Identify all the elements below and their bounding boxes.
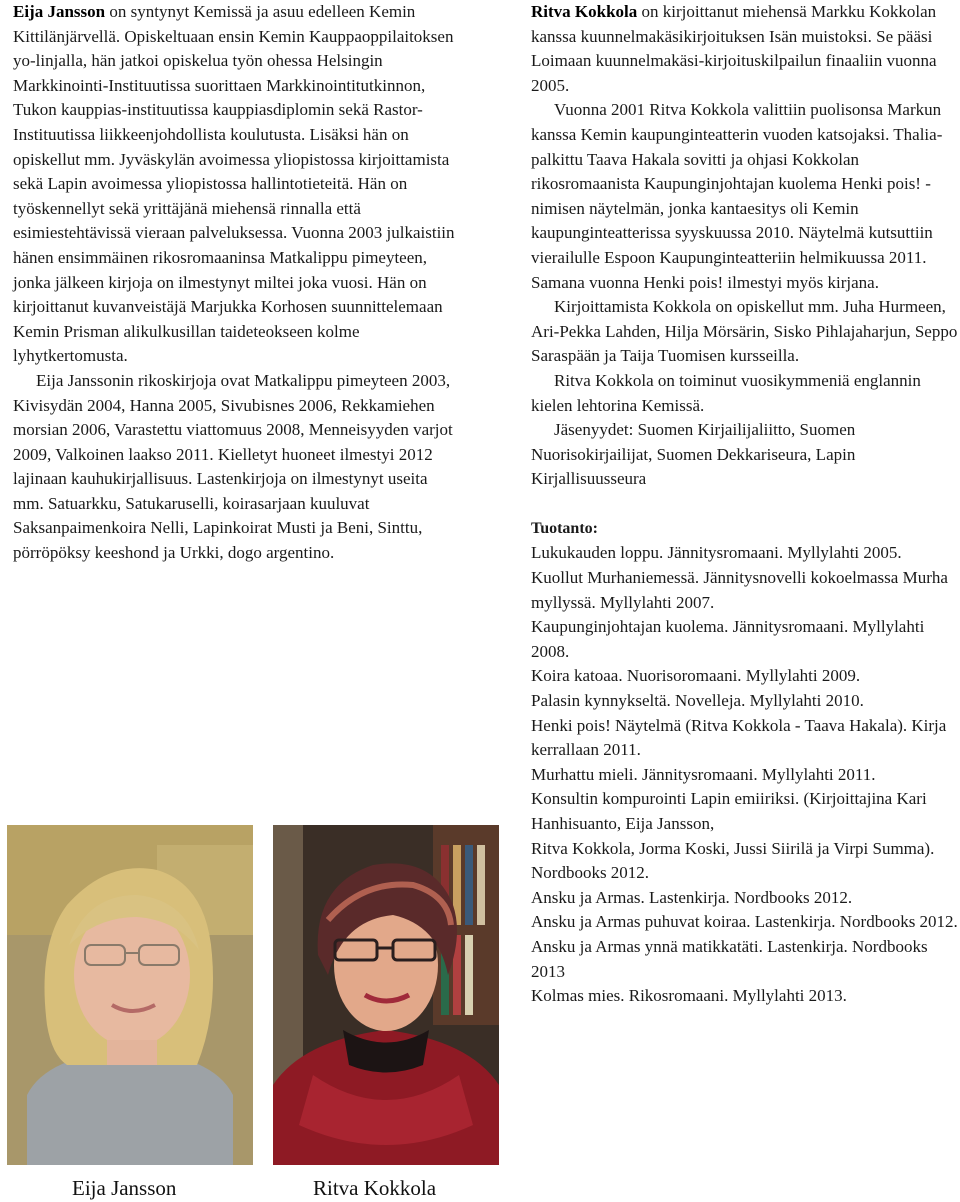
bio-paragraph-kokkola-2: Vuonna 2001 Ritva Kokkola valittiin puolisonsa Markun kanssa Kemin kaupunginteatterin vuoden katsojaksi. Thalia-palkittu Taava Hakala sovitti ja ohjasi Kokkolan rikosromaanista Kaupunginjohtajan kuolema Henki pois! -nimisen näytelmän, jonka kantaesitys oli Kemin kaupunginteatterissa syyskuussa 2010. Näytelmä kutsuttiin vierailulle Espoon Kaupunginteatteriin helmikuussa 2011. Samana vuonna Henki pois! ilmestyi myös kirjana. bbox=[531, 100, 943, 292]
production-item: Konsultin kompurointi Lapin emiiriksi. (Kirjoittajina Kari Hanhisuanto, Eija Jansson, bbox=[531, 789, 927, 833]
bio-paragraph-kokkola-1 bbox=[531, 0, 959, 98]
right-column bbox=[531, 0, 959, 1009]
bio-text-1: on syntynyt Kemissä ja asuu edelleen Kemin Kittilänjärvellä. Opiskeltuaan ensin Kemin Kauppaoppilaitoksen yo-linjalla, hän jatkoi opiskelua työn ohessa Helsingin Markkinointi-Instituutissa suorittaen Markkinointitutkinnon, Tukon kauppias-instituutissa kauppiasdiplomin sekä Rastor-Instituutissa liikkeenjohdollista koulutusta. Lisäksi hän on opiskellut mm. Jyväskylän avoimessa yliopistossa kirjoittamista sekä Lapin avoimessa yliopistossa hallintotieteitä. Hän on työskennellyt sekä yrittäjänä miehensä rinnalla että esimiestehtävissä vieraan palveluksessa. Vuonna 2003 julkaistiin hänen ensimmäinen rikosromaaninsa Matkalippu pimeyteen, jonka jälkeen kirjoja on ilmestynyt miltei joka vuosi. Hän on kirjoittanut kuvanveistäjä Marjukka Korhosen suunnittelemaan Kemin Prisman alikulkusillan taideteokseen kolme lyhytkertomusta. bbox=[13, 2, 455, 366]
production-list bbox=[531, 541, 959, 1008]
portrait-jansson-illustration bbox=[7, 825, 253, 1165]
production-item: Kaupunginjohtajan kuolema. Jännitysromaani. Myllylahti 2008. bbox=[531, 617, 925, 661]
production-item: Murhattu mieli. Jännitysromaani. Myllylahti 2011. bbox=[531, 764, 876, 784]
production-item: Kolmas mies. Rikosromaani. Myllylahti 2013. bbox=[531, 986, 847, 1006]
bio-paragraph-kokkola-4: Ritva Kokkola on toiminut vuosikymmeniä englannin kielen lehtorina Kemissä. bbox=[531, 370, 921, 415]
portrait-eija-jansson bbox=[7, 825, 253, 1165]
production-item: Palasin kynnykseltä. Novelleja. Myllylahti 2010. bbox=[531, 691, 864, 711]
bio-paragraph-2: Eija Janssonin rikoskirjoja ovat Matkalippu pimeyteen 2003, Kivisydän 2004, Hanna 2005, Sivubisnes 2006, Rekkamiehen morsian 2006, Varastettu viattomuus 2008, Menneisyyden varjot 2009, Valkoinen laakso 2011. Kielletyt huoneet ilmestyi 2012 lajinaan kauhukirjallisuus. Lastenkirjoja on ilmestynyt useita mm. Satuarkku, Satukaruselli, koirasarjaan kuuluvat Saksanpaimenkoira Nelli, Lapinkoirat Musti ja Beni, Sinttu, pörröpöksy keeshond ja Urkki, dogo argentino. bbox=[13, 370, 453, 563]
bio-paragraph-1 bbox=[13, 0, 460, 369]
production-item: Lukukauden loppu. Jännitysromaani. Myllylahti 2005. bbox=[531, 543, 902, 563]
production-item: Ritva Kokkola, Jorma Koski, Jussi Siirilä ja Virpi Summa). Nordbooks 2012. bbox=[531, 838, 935, 883]
bio-paragraph-kokkola-3: Kirjoittamista Kokkola on opiskellut mm. Juha Hurmeen, Ari-Pekka Lahden, Hilja Mörsärin, Sisko Pihlajaharjun, Seppo Saraspään ja Taija Tuomisen kursseilla. bbox=[531, 297, 958, 366]
caption-ritva-kokkola: Ritva Kokkola bbox=[313, 1176, 437, 1200]
production-item: Kuollut Murhaniemessä. Jännitysnovelli kokoelmassa Murha myllyssä. Myllylahti 2007. bbox=[531, 568, 948, 612]
production-heading: Tuotanto: bbox=[531, 519, 598, 537]
bio-paragraph-kokkola-5: Jäsenyydet: Suomen Kirjailijaliitto, Suomen Nuorisokirjailijat, Suomen Dekkariseura, Lapin Kirjallisuusseura bbox=[531, 420, 856, 489]
author-name-kokkola: Ritva Kokkola bbox=[531, 2, 638, 21]
bio-text-kokkola-1: on kirjoittanut miehensä Markku Kokkolan kanssa kuunnelmakäsikirjoituksen Isän muistoksi. Se pääsi Loimaan kuunnelmakäsi-kirjoituskilpailun finaaliin vuonna 2005. bbox=[531, 2, 937, 95]
production-item: Henki pois! Näytelmä (Ritva Kokkola - Taava Hakala). Kirja kerrallaan 2011. bbox=[531, 715, 947, 760]
portrait-ritva-kokkola bbox=[273, 825, 499, 1165]
production-item: Ansku ja Armas ynnä matikkatäti. Lastenkirja. Nordbooks 2013 bbox=[531, 936, 928, 981]
caption-eija-jansson: Eija Jansson bbox=[72, 1176, 177, 1200]
portrait-kokkola-illustration bbox=[273, 825, 499, 1165]
production-item: Koira katoaa. Nuorisoromaani. Myllylahti 2009. bbox=[531, 666, 861, 686]
author-name-jansson: Eija Jansson bbox=[13, 2, 106, 21]
production-item: Ansku ja Armas. Lastenkirja. Nordbooks 2012. bbox=[531, 887, 853, 907]
production-item: Ansku ja Armas puhuvat koiraa. Lastenkirja. Nordbooks 2012. bbox=[531, 912, 958, 932]
left-column bbox=[13, 0, 460, 566]
